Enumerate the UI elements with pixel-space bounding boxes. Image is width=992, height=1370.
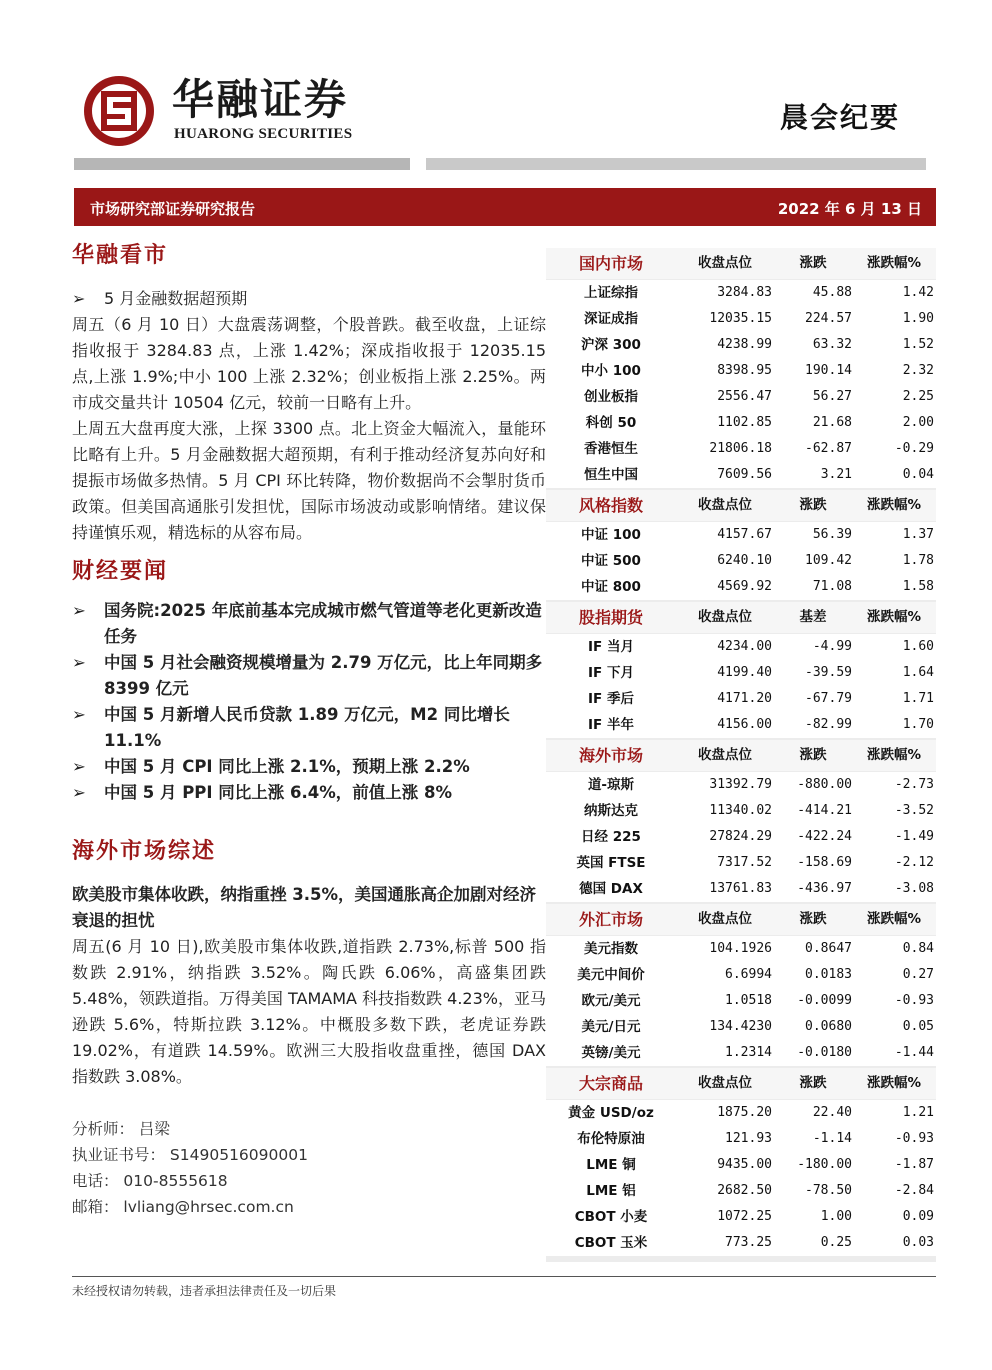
close-value: 121.93 — [725, 1131, 772, 1146]
close-value: 1102.85 — [717, 415, 772, 430]
table-section-header — [546, 602, 936, 633]
column-header-change-pct: 涨跌幅% — [866, 747, 922, 763]
table-row — [546, 988, 936, 1014]
column-header-close: 收盘点位 — [698, 609, 752, 625]
change-value: 0.25 — [820, 1235, 852, 1250]
instrument-name: 创业板指 — [584, 389, 638, 405]
table-row — [546, 1040, 936, 1066]
table-row — [546, 1230, 936, 1256]
instrument-name: CBOT 小麦 — [574, 1209, 648, 1225]
table-row — [546, 1100, 936, 1126]
table-section-header — [546, 1068, 936, 1099]
change-pct-value: 1.64 — [902, 665, 934, 680]
close-value: 134.4230 — [709, 1019, 772, 1034]
table-section-header — [546, 740, 936, 771]
change-pct-value: -1.44 — [894, 1045, 934, 1060]
close-value: 104.1926 — [709, 941, 772, 956]
change-pct-value: 1.58 — [902, 579, 934, 594]
change-pct-value: 1.90 — [902, 311, 934, 326]
instrument-name: IF 半年 — [588, 717, 634, 733]
news-item-text: 中国 5 月 CPI 同比上涨 2.1%，预期上涨 2.2% — [104, 757, 470, 776]
section-title: 大宗商品 — [578, 1074, 643, 1093]
instrument-name: 深证成指 — [584, 311, 638, 327]
instrument-name: 中证 800 — [581, 579, 641, 595]
analyst-email[interactable]: 邮箱： lvliang@hrsec.com.cn — [72, 1198, 294, 1216]
column-header-change: 涨跌 — [799, 911, 827, 927]
close-value: 2682.50 — [717, 1183, 772, 1198]
change-value: -0.0180 — [797, 1045, 852, 1060]
column-header-close: 收盘点位 — [698, 747, 752, 763]
column-header-change-pct: 涨跌幅% — [866, 497, 922, 513]
close-value: 27824.29 — [709, 829, 772, 844]
instrument-name: 中证 100 — [581, 527, 641, 543]
change-value: -880.00 — [797, 777, 852, 792]
change-value: 63.32 — [812, 337, 852, 352]
close-value: 4238.99 — [717, 337, 772, 352]
change-value: 21.68 — [812, 415, 852, 430]
news-item-text: 中国 5 月 PPI 同比上涨 6.4%，前值上涨 8% — [104, 783, 453, 802]
change-value: 45.88 — [812, 285, 852, 300]
news-item — [72, 754, 546, 780]
news-item-text: 中国 5 月新增人民币贷款 1.89 万亿元，M2 同比增长 11.1% — [104, 705, 510, 750]
table-section-header — [546, 248, 936, 279]
change-pct-value: -3.52 — [894, 803, 934, 818]
change-value: -180.00 — [797, 1157, 852, 1172]
section-title: 国内市场 — [578, 254, 643, 273]
market-view-bullet-text: 5 月金融数据超预期 — [104, 289, 248, 308]
report-type-title: 晨会纪要 — [779, 101, 900, 134]
column-header-change: 涨跌 — [799, 255, 827, 271]
table-row — [546, 522, 936, 548]
column-header-change: 基差 — [799, 609, 827, 625]
close-value: 4157.67 — [717, 527, 772, 542]
change-value: 71.08 — [812, 579, 852, 594]
analyst-license: 执业证书号： S1490516090001 — [72, 1146, 308, 1164]
section-title-overseas: 海外市场综述 — [72, 838, 217, 864]
instrument-name: 科创 50 — [585, 415, 637, 431]
instrument-name: 恒生中国 — [584, 467, 638, 483]
close-value: 11340.02 — [709, 803, 772, 818]
table-section-header — [546, 490, 936, 521]
column-header-close: 收盘点位 — [698, 497, 752, 513]
table-row — [546, 936, 936, 962]
column-header-change: 涨跌 — [799, 497, 827, 513]
change-value: -4.99 — [812, 639, 852, 654]
news-item — [72, 598, 546, 650]
change-pct-value: -2.84 — [894, 1183, 934, 1198]
column-header-change: 涨跌 — [799, 747, 827, 763]
change-pct-value: 1.52 — [902, 337, 934, 352]
analyst-info — [72, 1116, 546, 1220]
close-value: 4156.00 — [717, 717, 772, 732]
change-value: 0.0183 — [805, 967, 852, 982]
report-banner — [74, 188, 936, 226]
change-value: 190.14 — [805, 363, 852, 378]
brand-name-cn: 华融证券 — [172, 75, 349, 124]
close-value: 2556.47 — [717, 389, 772, 404]
instrument-name: 美元/日元 — [581, 1019, 641, 1035]
instrument-name: LME 铜 — [586, 1157, 636, 1173]
instrument-name: 英国 FTSE — [576, 855, 646, 871]
change-value: 3.21 — [820, 467, 852, 482]
table-row — [546, 712, 936, 738]
change-value: -436.97 — [797, 881, 852, 896]
report-date: 2022 年 6 月 13 日 — [777, 200, 922, 218]
change-pct-value: 0.84 — [902, 941, 934, 956]
instrument-name: 英镑/美元 — [581, 1045, 641, 1061]
market-view-bullet — [72, 286, 546, 312]
close-value: 7317.52 — [717, 855, 772, 870]
change-value: -0.0099 — [797, 993, 852, 1008]
close-value: 6240.10 — [717, 553, 772, 568]
change-pct-value: -2.12 — [894, 855, 934, 870]
market-data-table — [546, 248, 936, 1262]
arrow-bullet-icon: ➢ — [72, 653, 86, 672]
change-value: 109.42 — [805, 553, 852, 568]
instrument-name: 中证 500 — [581, 553, 641, 569]
table-row — [546, 798, 936, 824]
change-value: 1.00 — [820, 1209, 852, 1224]
instrument-name: IF 季后 — [588, 691, 634, 707]
change-pct-value: -0.93 — [894, 993, 934, 1008]
table-row — [546, 634, 936, 660]
market-view-paragraph-2: 上周五大盘再度大涨，上探 3300 点。北上资金大幅流入，量能环比略有上升。5 月金融数据大超预期，有利于推动经济复苏向好和提振市场做多热情。5 月 CPI 环比转降，物价数据尚不会掣肘货币政策。但美国高通胀引发担忧，国际市场波动或影响情绪。建议保持谨慎乐观，精选标的从容布局。 — [72, 419, 546, 542]
news-item-text: 国务院:2025 年底前基本完成城市燃气管道等老化更新改造任务 — [104, 601, 542, 646]
column-header-change-pct: 涨跌幅% — [866, 1075, 922, 1091]
change-pct-value: 1.78 — [902, 553, 934, 568]
column-header-close: 收盘点位 — [698, 911, 752, 927]
table-row — [546, 1014, 936, 1040]
table-row — [546, 850, 936, 876]
header-divider-right — [426, 158, 926, 170]
instrument-name: IF 当月 — [588, 639, 634, 655]
close-value: 13761.83 — [709, 881, 772, 896]
arrow-bullet-icon: ➢ — [72, 757, 86, 776]
section-title: 外汇市场 — [578, 910, 643, 929]
close-value: 1.0518 — [725, 993, 772, 1008]
change-pct-value: 2.00 — [902, 415, 934, 430]
instrument-name: 美元指数 — [584, 941, 638, 957]
footer-divider — [72, 1276, 936, 1277]
table-row — [546, 358, 936, 384]
instrument-name: 上证综指 — [584, 285, 638, 301]
close-value: 1.2314 — [725, 1045, 772, 1060]
instrument-name: 纳斯达克 — [584, 803, 638, 819]
change-pct-value: 1.21 — [902, 1105, 934, 1120]
change-value: -158.69 — [797, 855, 852, 870]
close-value: 773.25 — [725, 1235, 772, 1250]
change-pct-value: 0.04 — [902, 467, 934, 482]
close-value: 12035.15 — [709, 311, 772, 326]
table-row — [546, 772, 936, 798]
change-value: 22.40 — [812, 1105, 852, 1120]
department-label: 市场研究部证券研究报告 — [90, 200, 256, 218]
market-view-paragraph-1: 周五（6 月 10 日）大盘震荡调整，个股普跌。截至收盘，上证综指收报于 3284.83 点，上涨 1.42%；深成指收报于 12035.15 点,上涨 1.9%;中小 100 上涨 2.32%；创业板指上涨 2.25%。两市成交量共计 10504 亿元，较前一日略有上升。 — [72, 315, 546, 412]
overseas-paragraph: 周五(6 月 10 日),欧美股市集体收跌,道指跌 2.73%,标普 500 指数跌 2.91%，纳指跌 3.52%。陶氏跌 6.06%，高盛集团跌 5.48%，领跌道指。万得美国 TAMAMA 科技指数跌 4.23%，亚马逊跌 5.6%，特斯拉跌 3.12%。中概股多数下跌，老虎证券跌 19.02%，有道跌 14.59%。欧洲三大股指收盘重挫，德国 DAX 指数跌 3.08%。 — [72, 937, 546, 1086]
section-title-news: 财经要闻 — [72, 558, 169, 584]
instrument-name: 布伦特原油 — [577, 1131, 645, 1147]
change-value: -414.21 — [797, 803, 852, 818]
brand-name-en: HUARONG SECURITIES — [174, 126, 353, 142]
change-pct-value: 2.32 — [902, 363, 934, 378]
table-row — [546, 1126, 936, 1152]
instrument-name: 黄金 USD/oz — [568, 1105, 654, 1121]
analyst-phone: 电话： 010-8555618 — [72, 1172, 228, 1190]
news-item-text: 中国 5 月社会融资规模增量为 2.79 万亿元，比上年同期多 8399 亿元 — [104, 653, 543, 698]
table-row — [546, 1204, 936, 1230]
change-pct-value: 0.27 — [902, 967, 934, 982]
change-pct-value: -1.87 — [894, 1157, 934, 1172]
change-pct-value: -0.29 — [894, 441, 934, 456]
change-pct-value: 0.09 — [902, 1209, 934, 1224]
table-row — [546, 548, 936, 574]
change-pct-value: 1.60 — [902, 639, 934, 654]
instrument-name: 香港恒生 — [584, 441, 638, 457]
table-row — [546, 574, 936, 600]
change-pct-value: 1.37 — [902, 527, 934, 542]
instrument-name: 日经 225 — [581, 829, 641, 845]
change-value: 0.0680 — [805, 1019, 852, 1034]
change-pct-value: -1.49 — [894, 829, 934, 844]
close-value: 4199.40 — [717, 665, 772, 680]
section-title: 海外市场 — [578, 746, 643, 765]
instrument-name: LME 铝 — [586, 1183, 636, 1199]
table-row — [546, 410, 936, 436]
change-pct-value: -3.08 — [894, 881, 934, 896]
arrow-bullet-icon: ➢ — [72, 783, 86, 802]
instrument-name: 道-琼斯 — [587, 777, 635, 793]
instrument-name: 沪深 300 — [581, 337, 641, 353]
close-value: 9435.00 — [717, 1157, 772, 1172]
change-pct-value: 0.05 — [902, 1019, 934, 1034]
change-value: 56.27 — [812, 389, 852, 404]
table-row — [546, 280, 936, 306]
column-header-change-pct: 涨跌幅% — [866, 255, 922, 271]
table-row — [546, 686, 936, 712]
column-header-close: 收盘点位 — [698, 1075, 752, 1091]
table-row — [546, 824, 936, 850]
arrow-bullet-icon: ➢ — [72, 289, 86, 308]
column-header-change-pct: 涨跌幅% — [866, 911, 922, 927]
instrument-name: 中小 100 — [581, 363, 641, 379]
change-pct-value: -2.73 — [894, 777, 934, 792]
close-value: 1875.20 — [717, 1105, 772, 1120]
instrument-name: IF 下月 — [588, 665, 634, 681]
table-row — [546, 332, 936, 358]
close-value: 4569.92 — [717, 579, 772, 594]
left-column — [72, 240, 546, 1220]
arrow-bullet-icon: ➢ — [72, 705, 86, 724]
news-item — [72, 650, 546, 702]
table-row — [546, 1178, 936, 1204]
change-value: -39.59 — [805, 665, 852, 680]
section-title: 风格指数 — [578, 496, 643, 515]
close-value: 6.6994 — [725, 967, 772, 982]
table-row — [546, 660, 936, 686]
table-row — [546, 962, 936, 988]
table-row — [546, 1152, 936, 1178]
change-pct-value: -0.93 — [894, 1131, 934, 1146]
close-value: 4234.00 — [717, 639, 772, 654]
news-item — [72, 780, 546, 806]
change-value: -1.14 — [812, 1131, 852, 1146]
column-header-close: 收盘点位 — [698, 255, 752, 271]
close-value: 31392.79 — [709, 777, 772, 792]
close-value: 3284.83 — [717, 285, 772, 300]
change-pct-value: 1.71 — [902, 691, 934, 706]
arrow-bullet-icon: ➢ — [72, 601, 86, 620]
table-section-header — [546, 904, 936, 935]
section-title-market-view: 华融看市 — [72, 242, 169, 268]
instrument-name: 欧元/美元 — [581, 993, 641, 1009]
change-value: -422.24 — [797, 829, 852, 844]
footer-disclaimer: 未经授权请勿转载，违者承担法律责任及一切后果 — [72, 1284, 337, 1298]
instrument-name: 德国 DAX — [579, 881, 643, 897]
table-row — [546, 876, 936, 902]
column-header-change-pct: 涨跌幅% — [866, 609, 922, 625]
change-value: 224.57 — [805, 311, 852, 326]
close-value: 21806.18 — [709, 441, 772, 456]
change-pct-value: 2.25 — [902, 389, 934, 404]
instrument-name: 美元中间价 — [577, 967, 645, 983]
section-title: 股指期货 — [578, 608, 643, 627]
change-value: -62.87 — [805, 441, 852, 456]
change-value: 0.8647 — [805, 941, 852, 956]
column-header-change: 涨跌 — [799, 1075, 827, 1091]
close-value: 7609.56 — [717, 467, 772, 482]
change-pct-value: 1.42 — [902, 285, 934, 300]
change-pct-value: 0.03 — [902, 1235, 934, 1250]
close-value: 1072.25 — [717, 1209, 772, 1224]
huarong-logo — [82, 74, 156, 148]
table-row — [546, 306, 936, 332]
close-value: 8398.95 — [717, 363, 772, 378]
change-value: 56.39 — [812, 527, 852, 542]
instrument-name: CBOT 玉米 — [574, 1235, 648, 1251]
table-row — [546, 384, 936, 410]
analyst-name: 分析师： 吕梁 — [72, 1120, 170, 1138]
change-value: -67.79 — [805, 691, 852, 706]
header-divider-left — [74, 158, 410, 170]
news-list — [72, 598, 546, 806]
change-value: -82.99 — [805, 717, 852, 732]
close-value: 4171.20 — [717, 691, 772, 706]
news-item — [72, 702, 546, 754]
overseas-lead: 欧美股市集体收跌，纳指重挫 3.5%，美国通胀高企加剧对经济衰退的担忧 — [72, 885, 537, 930]
change-pct-value: 1.70 — [902, 717, 934, 732]
table-row — [546, 462, 936, 488]
table-row — [546, 436, 936, 462]
change-value: -78.50 — [805, 1183, 852, 1198]
